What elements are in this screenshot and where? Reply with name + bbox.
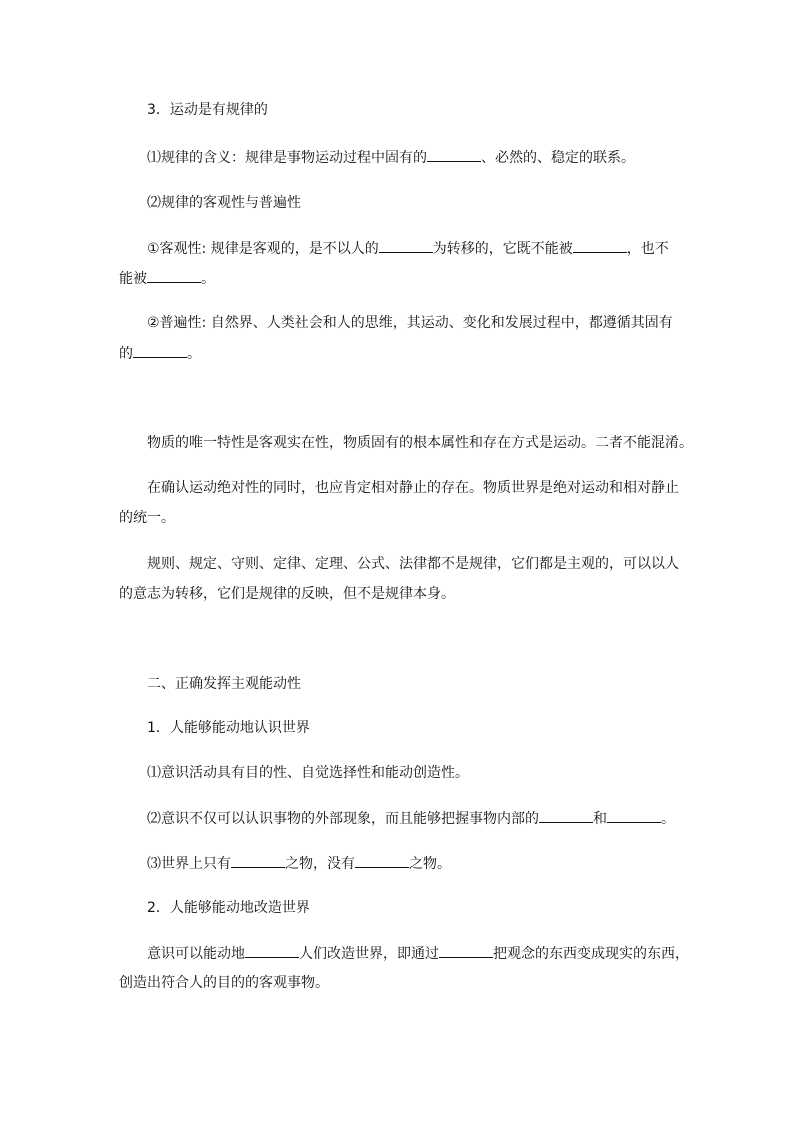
fill-blank (573, 238, 627, 253)
fill-blank (539, 808, 593, 823)
cognition-text: 。 (661, 811, 675, 827)
note-motion-line-1: 在确认运动绝对性的同时，也应肯定相对静止的存在。物质世界是绝对运动和相对静止 (147, 480, 679, 496)
fill-blank (427, 147, 481, 162)
fill-blank (607, 808, 661, 823)
fill-blank (439, 943, 493, 958)
objectivity-universality-heading: ⑵规律的客观性与普遍性 (147, 195, 301, 211)
world-things-text: ⑶世界上只有 (147, 856, 231, 872)
note-rules-line-1: 规则、规定、守则、定律、定理、公式、法律都不是规律，它们都是主观的，可以以人 (147, 556, 679, 572)
transform-text: 意识可以能动地 (147, 946, 245, 962)
fill-blank (231, 853, 285, 868)
fill-blank (147, 268, 201, 283)
transform-world-line-1 (147, 943, 707, 964)
part-2-2-heading: 2．人能够能动地改造世界 (147, 900, 310, 916)
part-2-1-heading: 1．人能够能动地认识世界 (147, 720, 310, 736)
objectivity-text: 能被 (119, 271, 147, 287)
transform-world-line-2: 创造出符合人的目的的客观事物。 (119, 975, 329, 991)
consciousness-cognition (147, 808, 707, 829)
note-rules-line-2: 的意志为转移，它们是规律的反映，但不是规律本身。 (119, 586, 455, 602)
fill-blank (245, 943, 299, 958)
transform-text: 人们改造世界，即通过 (299, 946, 439, 962)
objectivity-text: 。 (201, 271, 215, 287)
world-things-text: 之物，没有 (285, 856, 355, 872)
world-things-text: 之物。 (409, 856, 451, 872)
objectivity-text: 为转移的，它既不能被 (432, 241, 573, 257)
cognition-text: 和 (593, 811, 607, 827)
fill-blank (133, 343, 187, 358)
universality-text: 。 (187, 346, 201, 362)
universality-line-2 (119, 343, 679, 364)
objectivity-line-1 (147, 238, 707, 259)
transform-text: 把观念的东西变成现实的东西， (493, 946, 689, 962)
note-matter: 物质的唯一特性是客观实在性，物质固有的根本属性和存在方式是运动。二者不能混淆。 (147, 435, 693, 451)
fill-blank (379, 238, 433, 253)
part-2-heading: 二、正确发挥主观能动性 (147, 676, 301, 692)
consciousness-features: ⑴意识活动具有目的性、自觉选择性和能动创造性。 (147, 765, 469, 781)
fill-blank (355, 853, 409, 868)
objectivity-line-2 (119, 268, 679, 289)
world-things (147, 853, 707, 874)
universality-line-1: ②普遍性: 自然界、人类社会和人的思维，其运动、变化和发展过程中，都遵循其固有 (147, 315, 673, 331)
section-3-heading: 3．运动是有规律的 (147, 102, 268, 118)
objectivity-text: ①客观性: 规律是客观的，是不以人的 (147, 241, 379, 257)
law-definition-text-end: 、必然的、稳定的联系。 (481, 150, 635, 166)
objectivity-text: ，也不 (626, 241, 669, 257)
law-definition-text: ⑴规律的含义：规律是事物运动过程中固有的 (147, 150, 427, 166)
law-definition (147, 147, 707, 168)
universality-text: 的 (119, 346, 133, 362)
note-motion-line-2: 的统一。 (119, 510, 175, 526)
cognition-text: ⑵意识不仅可以认识事物的外部现象，而且能够把握事物内部的 (147, 811, 539, 827)
